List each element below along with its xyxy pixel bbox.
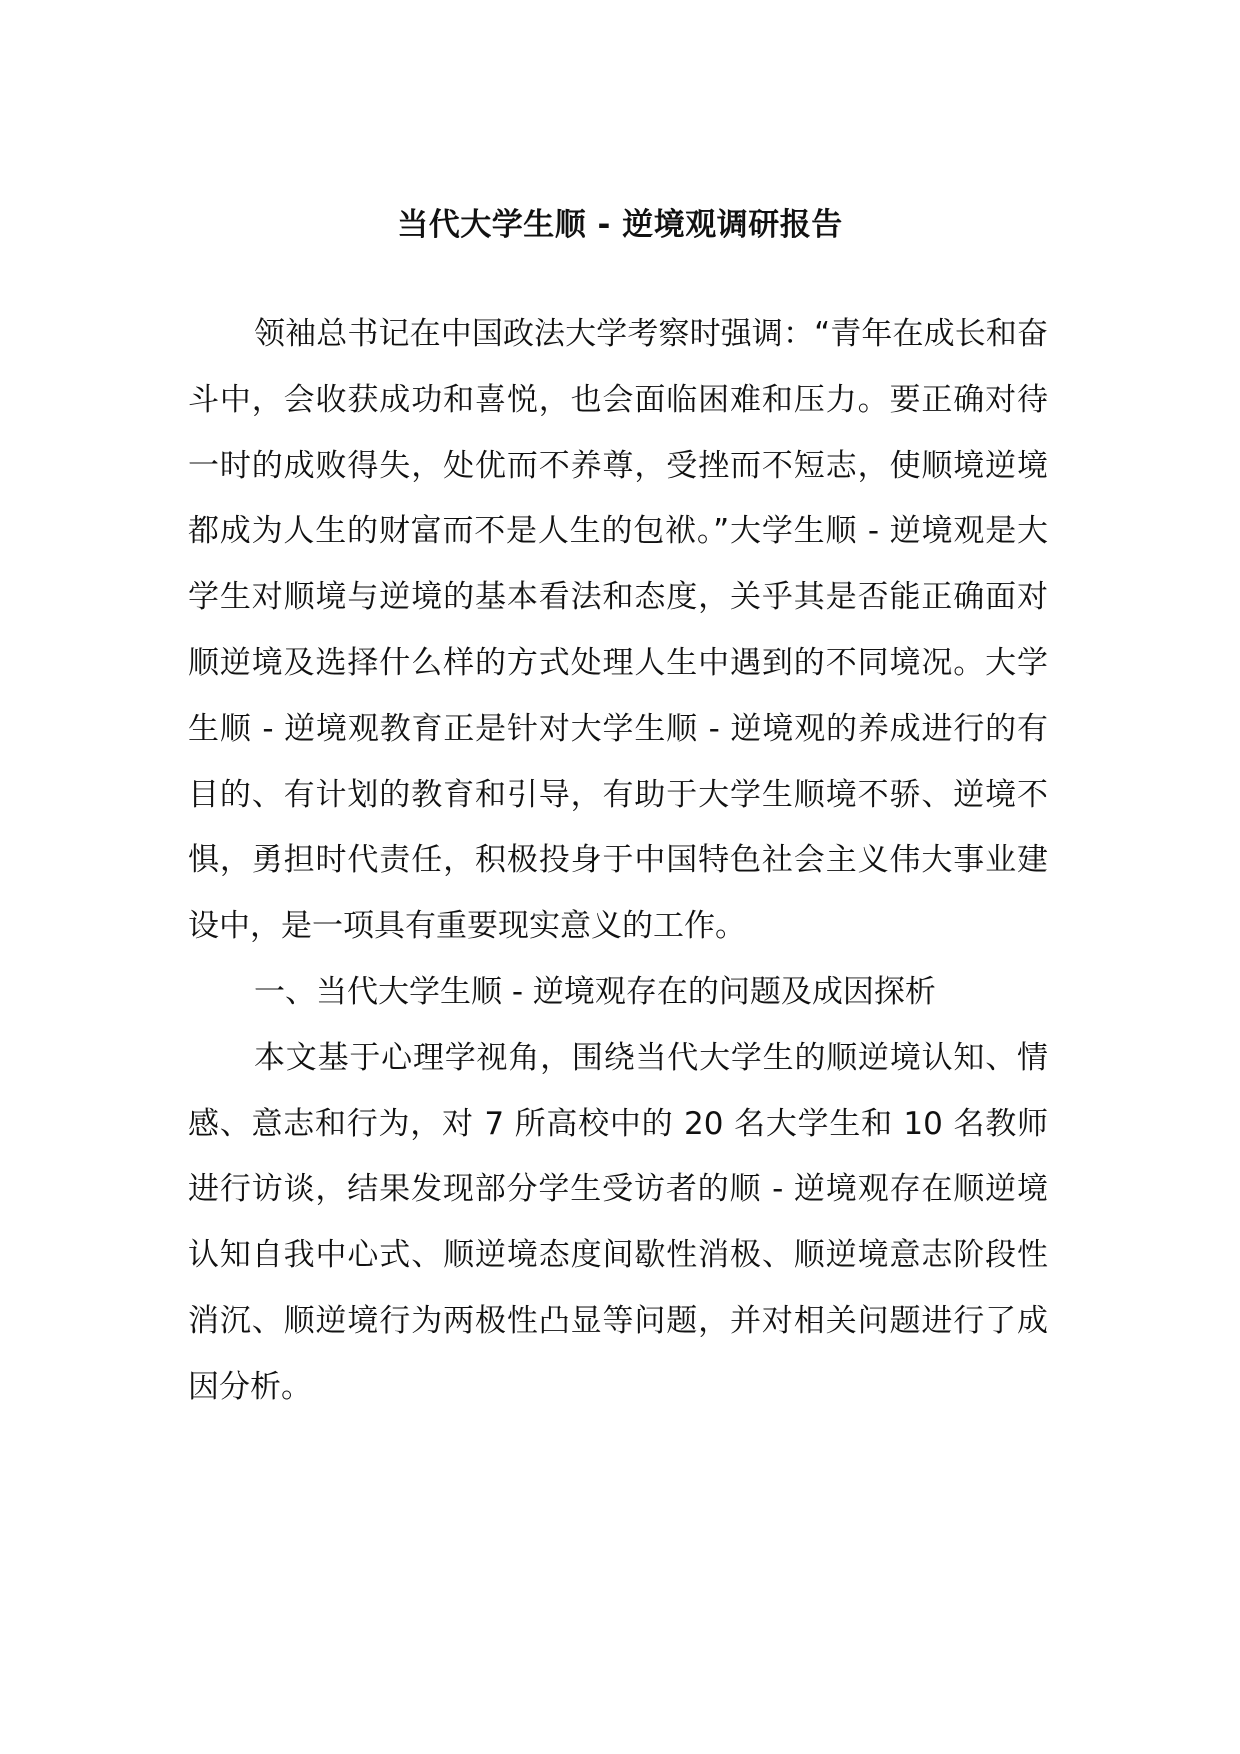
- intro-paragraph: 领袖总书记在中国政法大学考察时强调：“青年在成长和奋斗中，会收获成功和喜悦，也会面临困难和压力。要正确对待一时的成败得失，处优而不养尊，受挫而不短志，使顺境逆境都成为人生的财富而不是人生的包袱。”大学生顺 - 逆境观是大学生对顺境与逆境的基本看法和态度，关乎其是否能正确面对顺逆境及选择什么样的方式处理人生中遇到的不同境况。大学生顺 - 逆境观教育正是针对大学生顺 - 逆境观的养成进行的有目的、有计划的教育和引导，有助于大学生顺境不骄、逆境不惧，勇担时代责任，积极投身于中国特色社会主义伟大事业建设中，是一项具有重要现实意义的工作。: [188, 316, 1048, 945]
- document-body: [188, 302, 1048, 1421]
- section-heading: 一、当代大学生顺 - 逆境观存在的问题及成因探析: [254, 973, 936, 1010]
- document-title: 当代大学生顺 - 逆境观调研报告: [397, 207, 843, 243]
- body-paragraph: 本文基于心理学视角，围绕当代大学生的顺逆境认知、情感、意志和行为，对 7 所高校中的 20 名大学生和 10 名教师进行访谈，结果发现部分学生受访者的顺 - 逆境观存在顺逆境认知自我中心式、顺逆境态度间歇性消极、顺逆境意志阶段性消沉、顺逆境行为两极性凸显等问题，并对相关问题进行了成因分析。: [188, 1039, 1048, 1405]
